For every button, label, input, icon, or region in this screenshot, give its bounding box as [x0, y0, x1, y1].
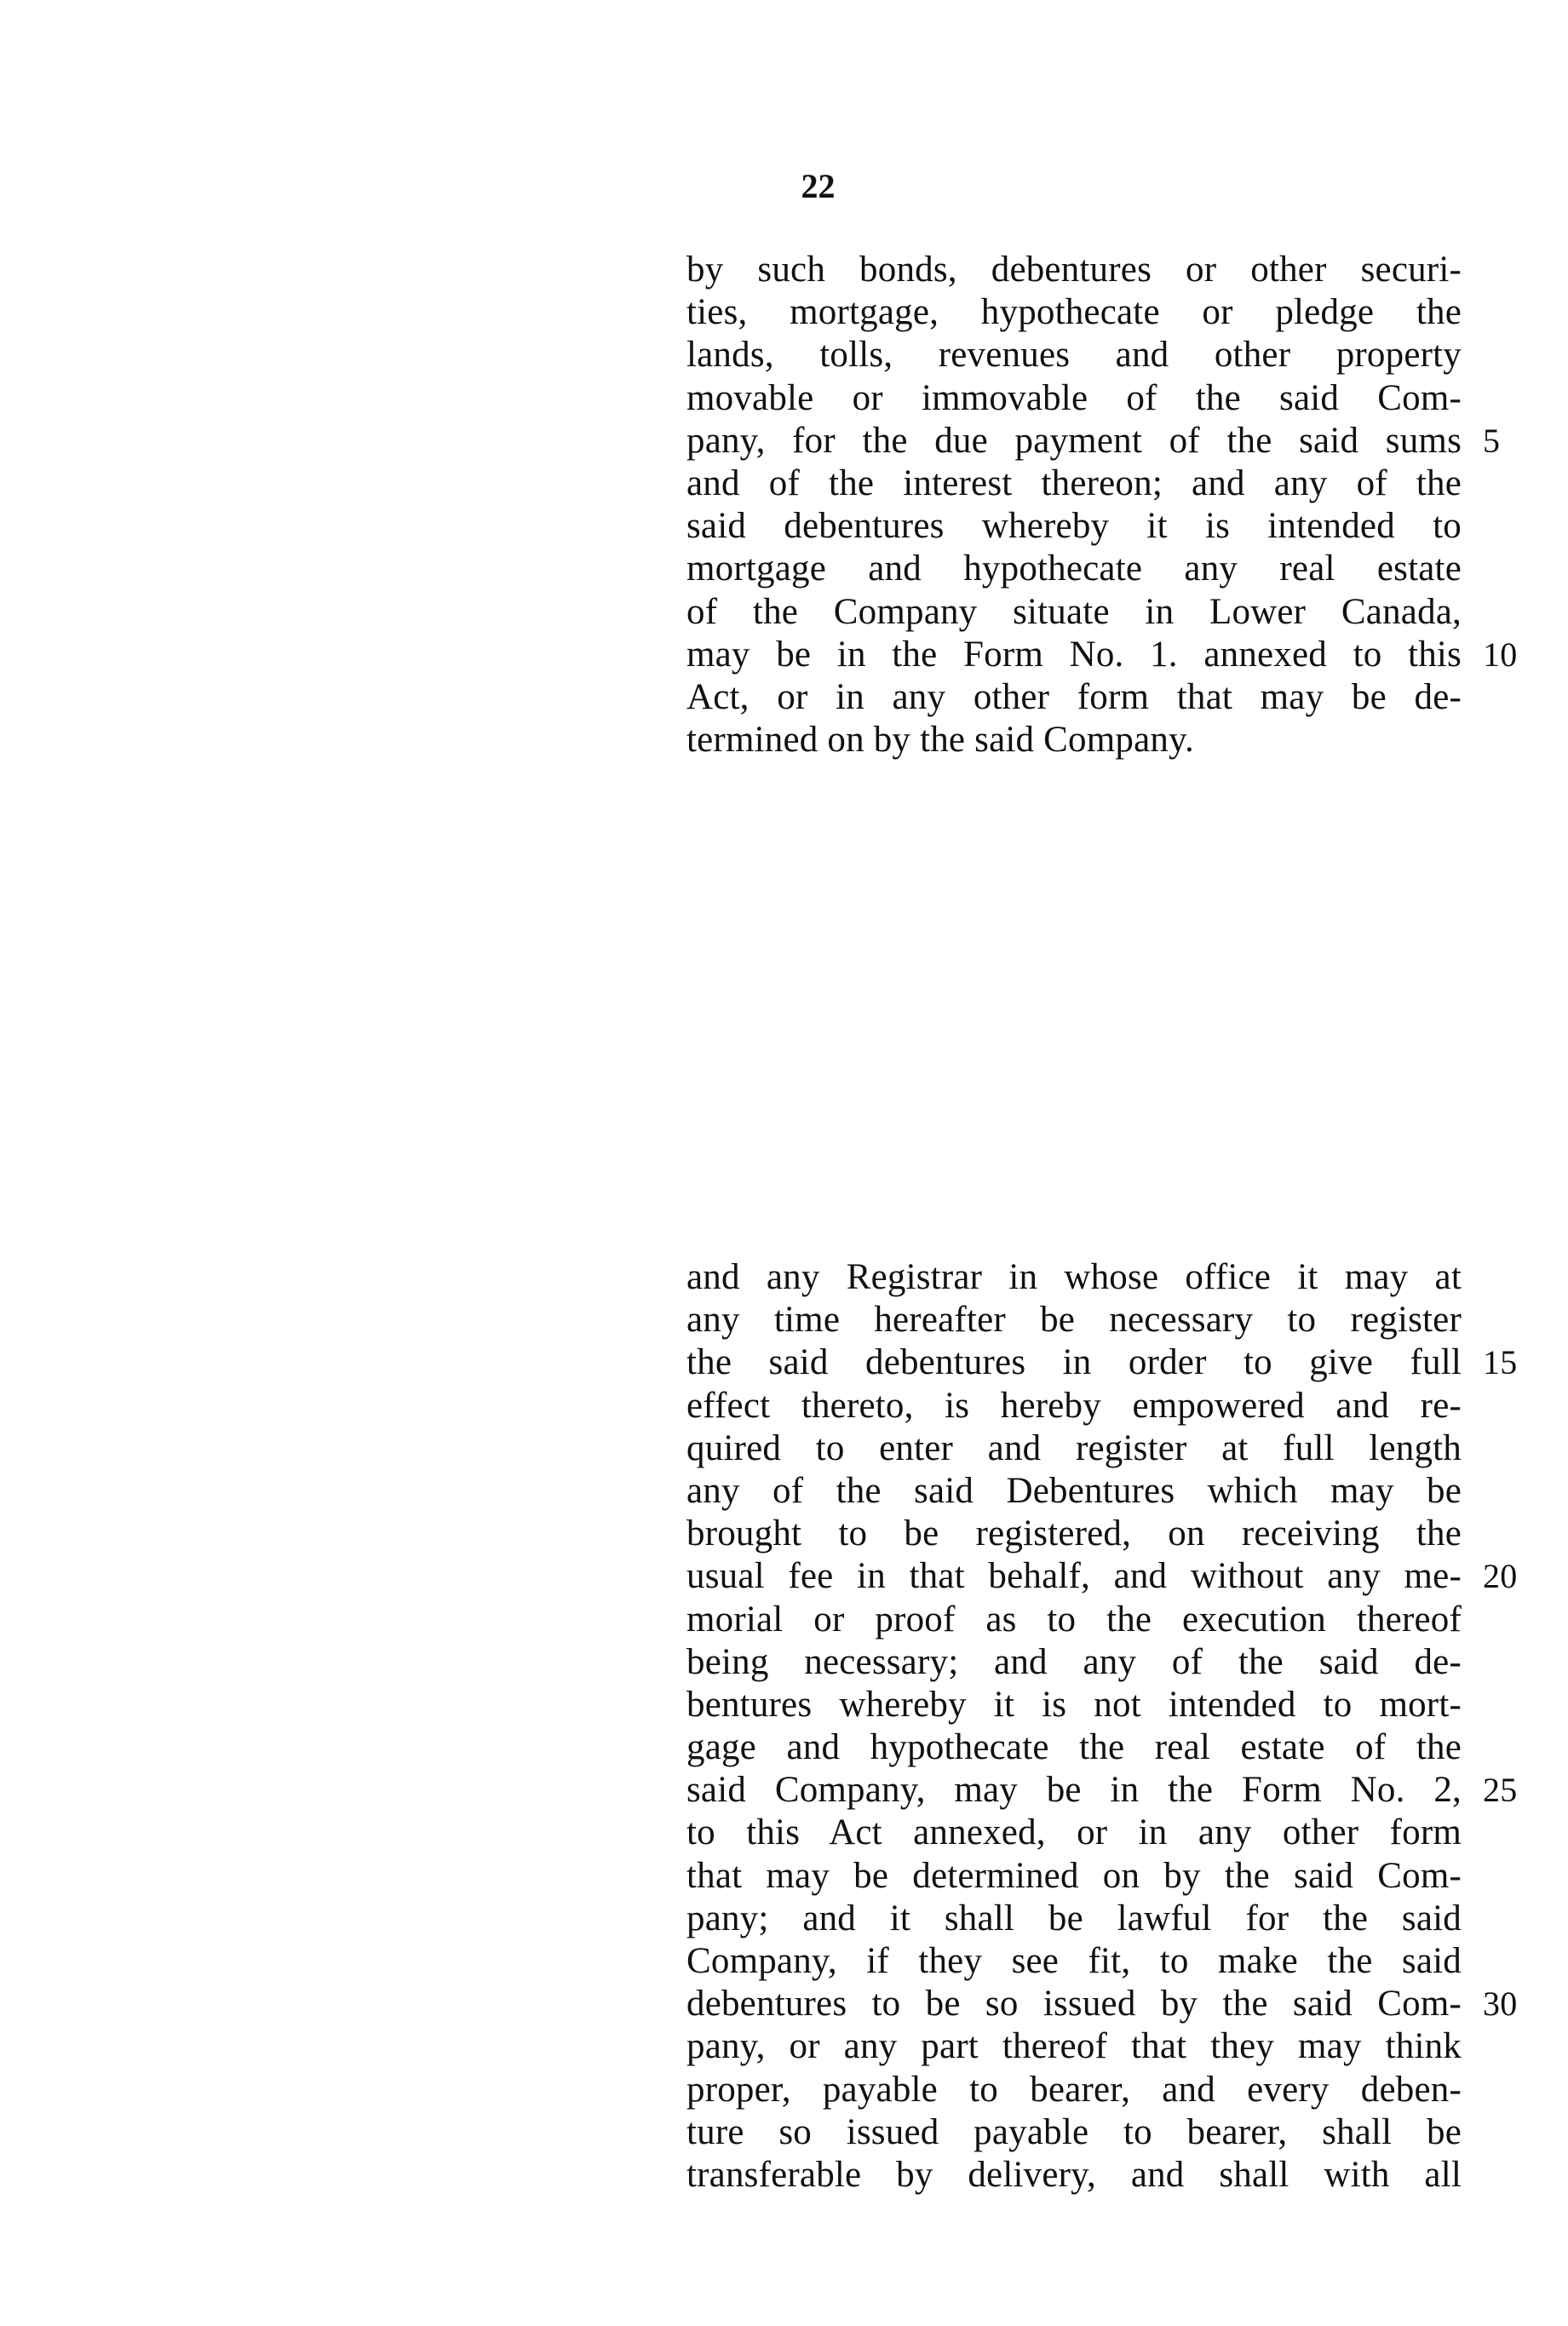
text-line: pany, or any part thereof that they may think	[686, 2026, 1462, 2067]
text-line: gage and hypothecate the real estate of the	[686, 1727, 1462, 1768]
text-line	[686, 1769, 1518, 1812]
text-line-content: said Company, may be in the Form No. 2,	[686, 1770, 1462, 1811]
text-line: said debentures whereby it is intended to	[686, 506, 1462, 547]
text-line: proper, payable to bearer, and every deben-	[686, 2069, 1462, 2110]
text-line: brought to be registered, on receiving the	[686, 1513, 1462, 1554]
text-line	[686, 1341, 1518, 1384]
text-line: and of the interest thereon; and any of the	[686, 462, 1462, 503]
text-line-content: the said debentures in order to give full	[686, 1342, 1462, 1383]
text-line: Company, if they see fit, to make the said	[686, 1941, 1462, 1981]
text-line: morial or proof as to the execution thereof	[686, 1599, 1462, 1640]
text-line	[686, 420, 1501, 462]
text-line: bentures whereby it is not intended to mort-	[686, 1684, 1462, 1725]
line-number-15: 15	[1483, 1343, 1518, 1382]
text-line: quired to enter and register at full length	[686, 1427, 1462, 1468]
text-line: ties, mortgage, hypothecate or pledge the	[686, 292, 1462, 333]
text-line	[686, 634, 1518, 676]
text-line: Act, or in any other form that may be de-	[686, 676, 1462, 717]
page-number: 22	[801, 167, 836, 205]
line-number-25: 25	[1483, 1771, 1518, 1810]
text-line: by such bonds, debentures or other securi-	[686, 250, 1462, 290]
line-number-30: 30	[1483, 1984, 1518, 2024]
line-number-10: 10	[1483, 635, 1518, 674]
text-line: effect thereto, is hereby empowered and re-	[686, 1385, 1462, 1426]
text-line-content: usual fee in that behalf, and without any me-	[686, 1556, 1462, 1597]
text-line: transferable by delivery, and shall with all	[686, 2154, 1462, 2195]
text-line: any time hereafter be necessary to register	[686, 1300, 1462, 1341]
text-line	[686, 1983, 1518, 2025]
text-line: lands, tolls, revenues and other property	[686, 335, 1462, 376]
line-number-5: 5	[1483, 421, 1501, 460]
text-line	[686, 1555, 1518, 1598]
text-line: movable or immovable of the said Com-	[686, 377, 1462, 418]
text-line: being necessary; and any of the said de-	[686, 1641, 1462, 1682]
text-line: mortgage and hypothecate any real estate	[686, 548, 1462, 589]
text-line: ture so issued payable to bearer, shall be	[686, 2111, 1462, 2152]
line-number-20: 20	[1483, 1557, 1518, 1596]
text-line: pany; and it shall be lawful for the said	[686, 1898, 1462, 1938]
paragraph-registrar	[686, 1256, 1518, 2197]
text-line-content: may be in the Form No. 1. annexed to this	[686, 634, 1462, 675]
text-line: that may be determined on by the said Com-	[686, 1855, 1462, 1896]
text-line: to this Act annexed, or in any other form	[686, 1812, 1462, 1853]
text-line: and any Registrar in whose office it may at	[686, 1257, 1462, 1297]
text-line: of the Company situate in Lower Canada,	[686, 591, 1462, 632]
paragraph-debentures-mortgage	[686, 249, 1518, 761]
text-line-content: debentures to be so issued by the said Com-	[686, 1984, 1462, 2024]
text-line-content: pany, for the due payment of the said sums	[686, 420, 1462, 461]
text-line: any of the said Debentures which may be	[686, 1470, 1462, 1511]
text-line: termined on by the said Company.	[686, 720, 1194, 761]
